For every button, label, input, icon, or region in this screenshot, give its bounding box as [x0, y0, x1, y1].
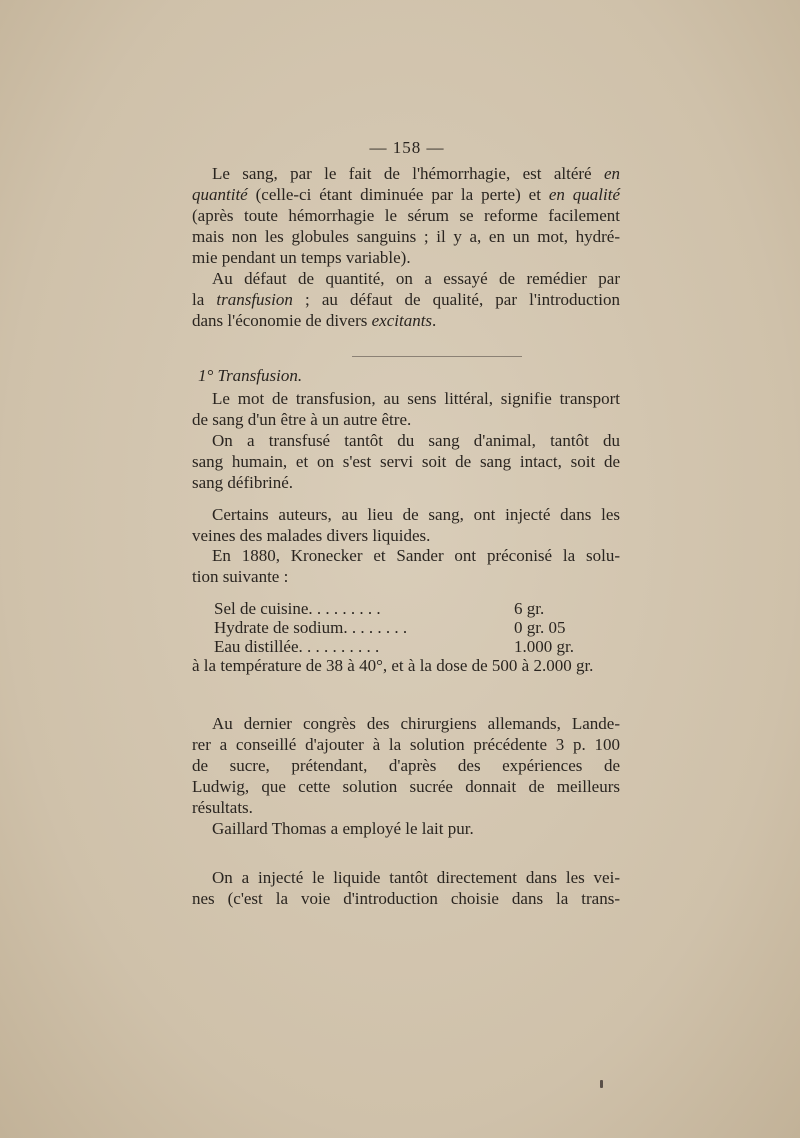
text-line: Gaillard Thomas a employé le lait pur.	[212, 819, 474, 838]
text-line: veines des malades divers liquides.	[192, 526, 431, 545]
text-line: En 1880, Kronecker et Sander ont préconisé la solu-	[212, 546, 620, 565]
text-line: Ludwig, que cette solution sucrée donnait de meilleurs	[192, 777, 620, 796]
text-line: Au défaut de quantité, on a essayé de remédier par	[212, 269, 620, 288]
recipe-note	[192, 655, 620, 676]
text-line: de sang d'un être à un autre être.	[192, 410, 412, 429]
text-line: Au dernier congrès des chirurgiens allemands, Lande-	[212, 714, 620, 733]
section-heading: 1° Transfusion.	[198, 366, 303, 385]
paragraph-5	[192, 504, 620, 546]
text-line: tion suivante :	[192, 567, 289, 586]
recipe-row	[214, 618, 614, 637]
text-line: On a injecté le liquide tantôt directement dans les vei-	[212, 868, 620, 887]
recipe-ingredient: Sel de cuisine. . . . . . . . .	[214, 599, 381, 618]
text-line: résultats.	[192, 798, 253, 817]
separator-rule	[352, 356, 522, 357]
text-line: On a transfusé tantôt du sang d'animal, tantôt du	[212, 431, 620, 450]
text-line: sang humain, et on s'est servi soit de sang intact, soit de	[192, 452, 620, 471]
paragraph-1	[192, 163, 620, 268]
text-line: de sucre, prétendant, d'après des expériences de	[192, 756, 620, 775]
text-line: (après toute hémorrhagie le sérum se reforme facilement	[192, 206, 620, 225]
recipe-quantity: 6 gr.	[514, 599, 545, 618]
recipe-list	[214, 599, 614, 656]
text-line: nes (c'est la voie d'introduction choisie dans la trans-	[192, 889, 620, 908]
text-line: rer a conseillé d'ajouter à la solution précédente 3 p. 100	[192, 735, 620, 754]
text-line: mais non les globules sanguins ; il y a, en un mot, hydré-	[192, 227, 620, 246]
paragraph-3	[192, 388, 620, 430]
paragraph-8	[192, 818, 620, 839]
recipe-row	[214, 637, 614, 656]
text-line: Certains auteurs, au lieu de sang, ont injecté dans les	[212, 505, 620, 524]
text-line: Le mot de transfusion, au sens littéral, signifie transport	[212, 389, 620, 408]
recipe-quantity: 1.000 gr.	[514, 637, 574, 656]
recipe-ingredient: Hydrate de sodium. . . . . . . .	[214, 618, 408, 637]
paragraph-4	[192, 430, 620, 493]
print-mark	[600, 1080, 603, 1088]
recipe-row	[214, 599, 614, 618]
text-line: à la température de 38 à 40°, et à la dose de 500 à 2.000 gr.	[192, 656, 594, 675]
paragraph-2	[192, 268, 620, 331]
paragraph-7	[192, 713, 620, 818]
text-line: sang défibriné.	[192, 473, 294, 492]
text-line: Le sang, par le fait de l'hémorrhagie, est altéré en	[212, 164, 620, 183]
text-line: la transfusion ; au défaut de qualité, par l'introduction	[192, 290, 620, 309]
paragraph-6	[192, 545, 620, 587]
recipe-quantity: 0 gr. 05	[514, 618, 566, 637]
text-line: dans l'économie de divers excitants.	[192, 311, 437, 330]
paragraph-9	[192, 867, 620, 909]
recipe-ingredient: Eau distillée. . . . . . . . . .	[214, 637, 380, 656]
text-line: quantité (celle-ci étant diminuée par la perte) et en qualité	[192, 185, 620, 204]
page-number: — 158 —	[369, 138, 445, 157]
text-line: mie pendant un temps variable).	[192, 248, 411, 267]
